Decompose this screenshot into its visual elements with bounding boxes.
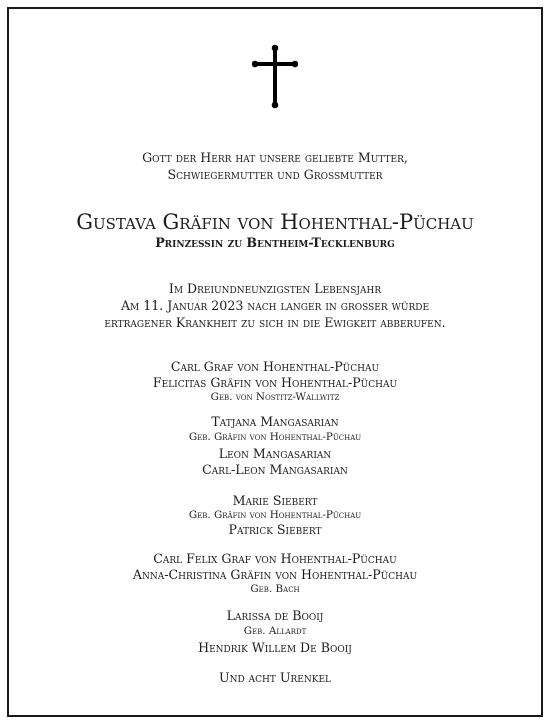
family-member-name: Leon Mangasarian: [218, 446, 332, 461]
family-member-maiden-name: Geb. von Nostitz-Wallwitz: [210, 391, 340, 403]
family-member-name: Carl Felix Graf von Hohenthal-Püchau: [153, 551, 397, 566]
family-member-maiden-name: Geb. Gräfin von Hohenthal-Püchau: [188, 431, 362, 443]
cross-icon: [252, 43, 298, 110]
family-member-name: Patrick Siebert: [228, 522, 322, 537]
closing-line: Und acht Urenkel: [218, 670, 332, 685]
body-line-1: Im Dreiundneunzigsten Lebensjahr: [168, 281, 382, 296]
intro-line-2: Schwiegermutter und Grossmutter: [167, 167, 383, 182]
family-member-maiden-name: Geb. Gräfin von Hohenthal-Püchau: [188, 509, 362, 521]
deceased-title: Prinzessin zu Bentheim-Tecklenburg: [155, 235, 395, 250]
body-line-2: Am 11. Januar 2023 nach langer in grosser würde: [120, 298, 430, 313]
family-member-name: Anna-Christina Gräfin von Hohenthal-Püchau: [132, 567, 418, 582]
family-member-name: Marie Siebert: [232, 493, 318, 508]
deceased-name: Gustava Gräfin von Hohenthal-Püchau: [76, 210, 474, 234]
family-member-name: Larissa de Booij: [226, 608, 324, 623]
family-member-name: Carl Graf von Hohenthal-Püchau: [170, 359, 380, 374]
family-member-name: Tatjana Mangasarian: [211, 414, 339, 429]
body-line-3: ertragener Krankheit zu sich in die Ewigkeit abberufen.: [104, 315, 446, 330]
family-member-name: Carl-Leon Mangasarian: [202, 462, 348, 477]
family-member-maiden-name: Geb. Allardt: [243, 625, 307, 637]
family-member-maiden-name: Geb. Bach: [250, 583, 300, 595]
family-member-name: Felicitas Gräfin von Hohenthal-Püchau: [152, 375, 398, 390]
family-member-name: Hendrik Willem De Booij: [198, 640, 352, 655]
intro-line-1: Gott der Herr hat unsere geliebte Mutter,: [142, 150, 408, 165]
